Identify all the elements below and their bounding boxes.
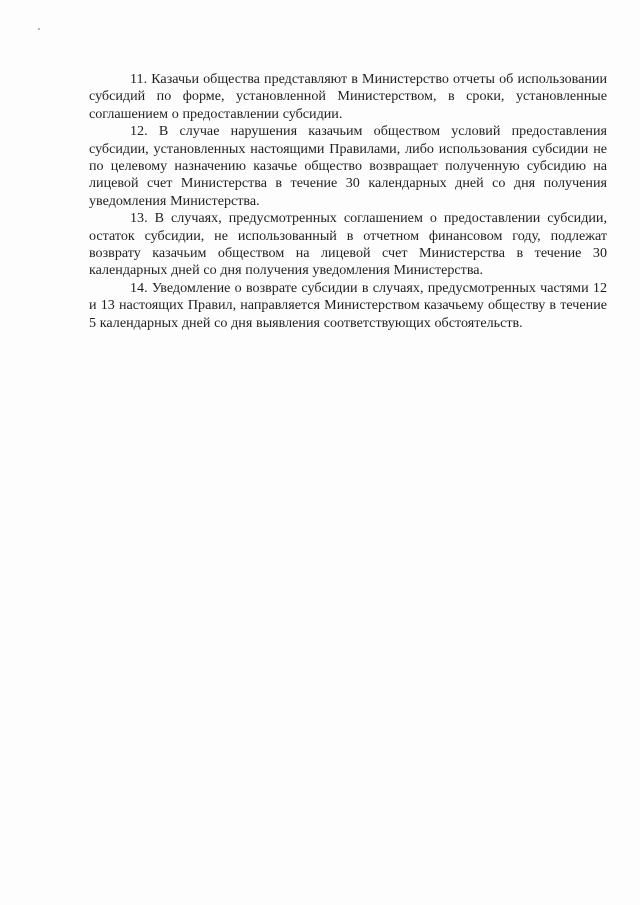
paragraph-number: 12.: [130, 123, 148, 140]
paragraph-text: Казачьи общества представляют в Министерство отчеты об использовании субсидий по форме, установленной Министерством, в сроки, установленные соглашением о предоставлении субсидии.: [89, 71, 607, 122]
paragraph-text: Уведомление о возврате субсидии в случаях, предусмотренных частями 12 и 13 настоящих Правил, направляется Министерством казачьему обществу в течение 5 календарных дней со дня выявления соответствующих обстоятельств.: [89, 279, 607, 331]
paragraph-14: [89, 280, 607, 332]
paragraph-13: [89, 210, 607, 280]
paragraph-text: В случаях, предусмотренных соглашением о предоставлении субсидии, остаток субсидии, не использованный в отчетном финансовом году, подлежат возврату казачьим обществом на лицевой счет Министерства в течение 30 календарных дней со дня получения уведомления Министерства.: [89, 210, 607, 279]
paragraph-number: 14.: [130, 279, 148, 296]
paragraph-number: 11.: [130, 71, 148, 87]
document-body: [89, 71, 607, 332]
paragraph-12: [89, 123, 607, 210]
paragraph-11: [89, 71, 607, 123]
paragraph-text: В случае нарушения казачьим обществом условий предоставления субсидии, установленных настоящими Правилами, либо использования субсидии не по целевому назначению казачье общество возвращает полученную субсидию на лицевой счет Министерства в течение 30 календарных дней со дня получения уведомления Министерства.: [89, 123, 607, 209]
paragraph-number: 13.: [130, 210, 148, 227]
scan-speck: [38, 28, 40, 30]
